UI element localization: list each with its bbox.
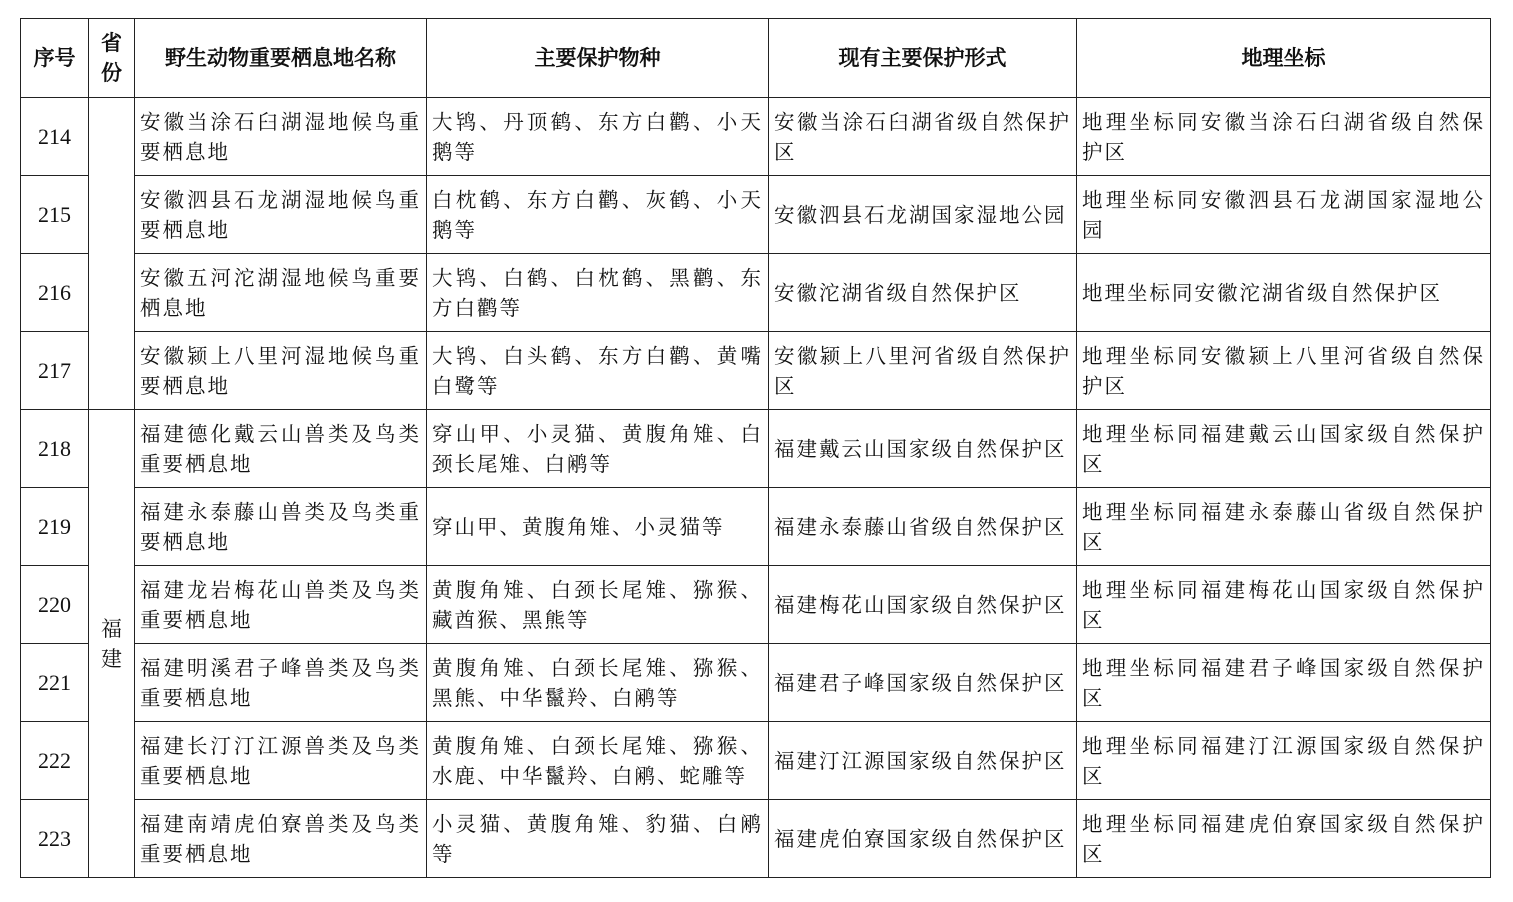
coordinates-cell: 地理坐标同福建虎伯寮国家级自然保护区	[1077, 800, 1491, 878]
protection-form-cell: 安徽颍上八里河省级自然保护区	[769, 332, 1077, 410]
header-province: 省份	[89, 19, 135, 98]
species-cell: 白枕鹤、东方白鹳、灰鹤、小天鹅等	[427, 176, 769, 254]
coordinates-cell: 地理坐标同安徽颍上八里河省级自然保护区	[1077, 332, 1491, 410]
protection-form-cell: 安徽当涂石臼湖省级自然保护区	[769, 98, 1077, 176]
species-cell: 小灵猫、黄腹角雉、豹猫、白鹇等	[427, 800, 769, 878]
header-species: 主要保护物种	[427, 19, 769, 98]
species-cell: 黄腹角雉、白颈长尾雉、猕猴、水鹿、中华鬣羚、白鹇、蛇雕等	[427, 722, 769, 800]
coordinates-cell: 地理坐标同安徽泗县石龙湖国家湿地公园	[1077, 176, 1491, 254]
table-row	[21, 410, 1491, 488]
species-cell: 大鸨、白头鹤、东方白鹳、黄嘴白鹭等	[427, 332, 769, 410]
habitat-name-cell: 福建长汀汀江源兽类及鸟类重要栖息地	[135, 722, 427, 800]
header-row	[21, 19, 1491, 98]
province-cell-anhui	[89, 98, 135, 410]
header-habitat-name: 野生动物重要栖息地名称	[135, 19, 427, 98]
protection-form-cell: 福建君子峰国家级自然保护区	[769, 644, 1077, 722]
species-cell: 大鸨、白鹤、白枕鹤、黑鹳、东方白鹳等	[427, 254, 769, 332]
species-cell: 穿山甲、黄腹角雉、小灵猫等	[427, 488, 769, 566]
seq-cell: 222	[21, 722, 89, 800]
species-cell: 穿山甲、小灵猫、黄腹角雉、白颈长尾雉、白鹇等	[427, 410, 769, 488]
table-row	[21, 566, 1491, 644]
species-cell: 黄腹角雉、白颈长尾雉、猕猴、藏酋猴、黑熊等	[427, 566, 769, 644]
coordinates-cell: 地理坐标同安徽当涂石臼湖省级自然保护区	[1077, 98, 1491, 176]
species-cell: 大鸨、丹顶鹤、东方白鹳、小天鹅等	[427, 98, 769, 176]
habitat-name-cell: 福建永泰藤山兽类及鸟类重要栖息地	[135, 488, 427, 566]
seq-cell: 218	[21, 410, 89, 488]
seq-cell: 219	[21, 488, 89, 566]
header-protection-form: 现有主要保护形式	[769, 19, 1077, 98]
protection-form-cell: 安徽沱湖省级自然保护区	[769, 254, 1077, 332]
seq-cell: 221	[21, 644, 89, 722]
protection-form-cell: 福建汀江源国家级自然保护区	[769, 722, 1077, 800]
habitat-name-cell: 安徽颍上八里河湿地候鸟重要栖息地	[135, 332, 427, 410]
seq-cell: 220	[21, 566, 89, 644]
province-cell-fujian: 福建	[89, 410, 135, 878]
table-row	[21, 722, 1491, 800]
table-row	[21, 98, 1491, 176]
habitat-table	[20, 18, 1491, 878]
table-row	[21, 488, 1491, 566]
coordinates-cell: 地理坐标同福建汀江源国家级自然保护区	[1077, 722, 1491, 800]
habitat-name-cell: 福建明溪君子峰兽类及鸟类重要栖息地	[135, 644, 427, 722]
protection-form-cell: 安徽泗县石龙湖国家湿地公园	[769, 176, 1077, 254]
seq-cell: 215	[21, 176, 89, 254]
coordinates-cell: 地理坐标同安徽沱湖省级自然保护区	[1077, 254, 1491, 332]
habitat-name-cell: 福建德化戴云山兽类及鸟类重要栖息地	[135, 410, 427, 488]
coordinates-cell: 地理坐标同福建君子峰国家级自然保护区	[1077, 644, 1491, 722]
habitat-name-cell: 安徽泗县石龙湖湿地候鸟重要栖息地	[135, 176, 427, 254]
protection-form-cell: 福建永泰藤山省级自然保护区	[769, 488, 1077, 566]
seq-cell: 217	[21, 332, 89, 410]
species-cell: 黄腹角雉、白颈长尾雉、猕猴、黑熊、中华鬣羚、白鹇等	[427, 644, 769, 722]
header-seq: 序号	[21, 19, 89, 98]
table-row	[21, 176, 1491, 254]
table-row	[21, 800, 1491, 878]
coordinates-cell: 地理坐标同福建梅花山国家级自然保护区	[1077, 566, 1491, 644]
header-coordinates: 地理坐标	[1077, 19, 1491, 98]
seq-cell: 214	[21, 98, 89, 176]
coordinates-cell: 地理坐标同福建戴云山国家级自然保护区	[1077, 410, 1491, 488]
protection-form-cell: 福建虎伯寮国家级自然保护区	[769, 800, 1077, 878]
table-row	[21, 254, 1491, 332]
coordinates-cell: 地理坐标同福建永泰藤山省级自然保护区	[1077, 488, 1491, 566]
seq-cell: 216	[21, 254, 89, 332]
protection-form-cell: 福建梅花山国家级自然保护区	[769, 566, 1077, 644]
table-row	[21, 332, 1491, 410]
habitat-name-cell: 福建龙岩梅花山兽类及鸟类重要栖息地	[135, 566, 427, 644]
table-row	[21, 644, 1491, 722]
habitat-name-cell: 安徽当涂石臼湖湿地候鸟重要栖息地	[135, 98, 427, 176]
habitat-name-cell: 安徽五河沱湖湿地候鸟重要栖息地	[135, 254, 427, 332]
habitat-name-cell: 福建南靖虎伯寮兽类及鸟类重要栖息地	[135, 800, 427, 878]
protection-form-cell: 福建戴云山国家级自然保护区	[769, 410, 1077, 488]
seq-cell: 223	[21, 800, 89, 878]
